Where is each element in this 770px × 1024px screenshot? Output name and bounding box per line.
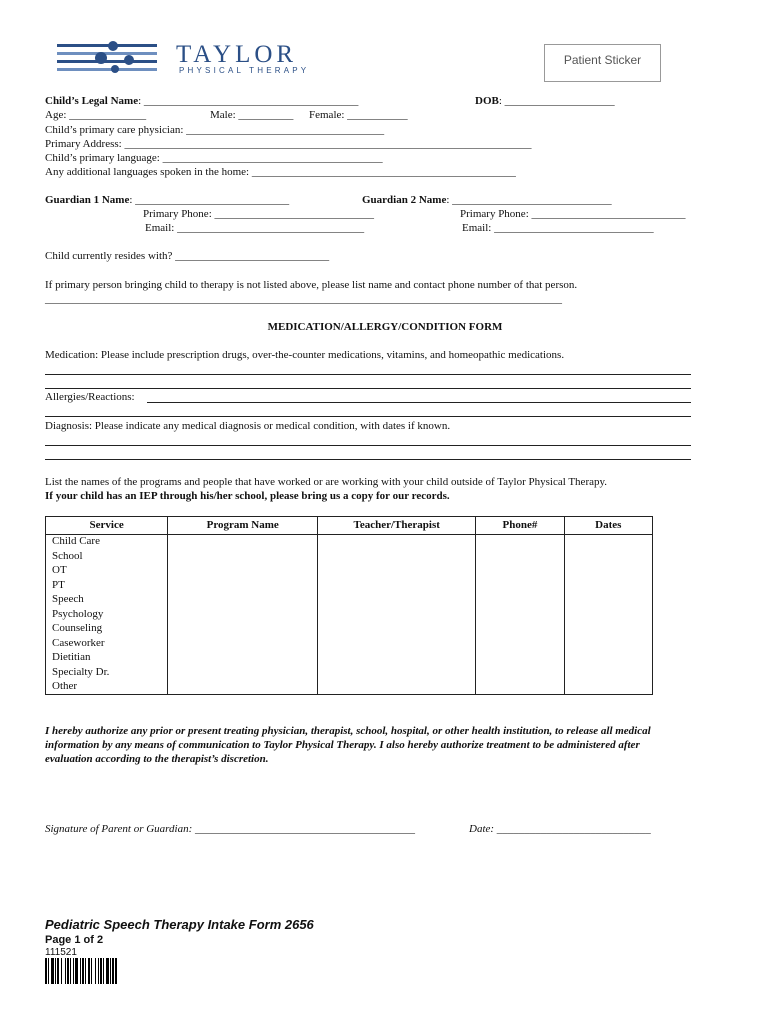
programs-intro: List the names of the programs and people that have worked or are working with your child outside of Taylor Physical Therapy. — [45, 476, 608, 488]
service-cell: OT — [46, 564, 168, 579]
child-legal-name-row[interactable] — [45, 95, 358, 107]
patient-sticker-box: Patient Sticker — [544, 44, 661, 82]
resides-with-field[interactable]: Child currently resides with? ____________________________ — [45, 250, 330, 262]
teacher-therapist-cell[interactable] — [318, 578, 476, 593]
service-cell: Caseworker — [46, 636, 168, 651]
header-program-name: Program Name — [168, 517, 318, 535]
authorization-line-2: information by any means of communication to Taylor Physical Therapy. I also hereby authorize treatment to be administered after — [45, 739, 640, 751]
guardian2-name-blank[interactable]: : _____________________________ — [446, 194, 612, 206]
primary-person-blank[interactable]: ______________________________________________________________________________________________ — [45, 293, 562, 305]
table-row — [46, 607, 653, 622]
child-legal-name-blank[interactable]: : _______________________________________ — [138, 95, 359, 107]
primary-person-instruction: If primary person bringing child to therapy is not listed above, please list name and contact phone number of that person. — [45, 279, 578, 291]
teacher-therapist-cell[interactable] — [318, 680, 476, 695]
dates-cell[interactable] — [564, 607, 652, 622]
male-field[interactable]: Male: __________ — [210, 109, 294, 121]
teacher-therapist-cell[interactable] — [318, 607, 476, 622]
phone-cell[interactable] — [476, 578, 564, 593]
additional-languages-field[interactable]: Any additional languages spoken in the home: ________________________________________________ — [45, 166, 516, 178]
guardian1-phone-field[interactable]: Primary Phone: _____________________________ — [143, 208, 374, 220]
service-cell: Counseling — [46, 622, 168, 637]
teacher-therapist-cell[interactable] — [318, 564, 476, 579]
teacher-therapist-cell[interactable] — [318, 636, 476, 651]
phone-cell[interactable] — [476, 636, 564, 651]
guardian2-email-field[interactable]: Email: _____________________________ — [462, 222, 654, 234]
service-cell: School — [46, 549, 168, 564]
page-number: Page 1 of 2 — [45, 934, 104, 946]
dob-row[interactable] — [475, 95, 615, 107]
table-row — [46, 651, 653, 666]
guardian2-name-label: Guardian 2 Name — [362, 194, 447, 206]
service-cell: Child Care — [46, 534, 168, 549]
program-name-cell[interactable] — [168, 607, 318, 622]
phone-cell[interactable] — [476, 622, 564, 637]
dates-cell[interactable] — [564, 578, 652, 593]
logo-subtitle: PHYSICAL THERAPY — [179, 66, 310, 75]
table-row — [46, 680, 653, 695]
language-field[interactable]: Child’s primary language: ________________________________________ — [45, 152, 383, 164]
phone-cell[interactable] — [476, 607, 564, 622]
table-row — [46, 665, 653, 680]
signature-field[interactable]: Signature of Parent or Guardian: ________________________________________ — [45, 823, 416, 835]
guardian2-name-row[interactable] — [362, 194, 612, 206]
barcode-icon — [45, 958, 160, 984]
table-row — [46, 564, 653, 579]
header-service: Service — [46, 517, 168, 535]
teacher-therapist-cell[interactable] — [318, 593, 476, 608]
dob-label: DOB — [475, 95, 499, 107]
logo-name: TAYLOR — [176, 41, 298, 68]
phone-cell[interactable] — [476, 534, 564, 549]
dates-cell[interactable] — [564, 651, 652, 666]
program-name-cell[interactable] — [168, 622, 318, 637]
med-form-title: MEDICATION/ALLERGY/CONDITION FORM — [267, 321, 503, 333]
service-cell: Psychology — [46, 607, 168, 622]
service-cell: Specialty Dr. — [46, 665, 168, 680]
medication-instruction: Medication: Please include prescription drugs, over-the-counter medications, vitamins, and homeopathic medications. — [45, 349, 565, 361]
table-row — [46, 578, 653, 593]
teacher-therapist-cell[interactable] — [318, 534, 476, 549]
teacher-therapist-cell[interactable] — [318, 651, 476, 666]
address-field[interactable]: Primary Address: __________________________________________________________________________ — [45, 138, 532, 150]
allergies-line-2[interactable] — [45, 416, 691, 417]
dob-blank[interactable]: : ____________________ — [498, 95, 615, 107]
guardian1-email-field[interactable]: Email: __________________________________ — [145, 222, 365, 234]
header-dates: Dates — [564, 517, 652, 535]
phone-cell[interactable] — [476, 564, 564, 579]
table-row — [46, 593, 653, 608]
diagnosis-line-2[interactable] — [45, 459, 691, 460]
phone-cell[interactable] — [476, 651, 564, 666]
dates-cell[interactable] — [564, 549, 652, 564]
teacher-therapist-cell[interactable] — [318, 622, 476, 637]
dates-cell[interactable] — [564, 636, 652, 651]
iep-note: If your child has an IEP through his/her school, please bring us a copy for our records. — [45, 490, 450, 502]
signature-date-field[interactable]: Date: ____________________________ — [469, 823, 651, 835]
program-name-cell[interactable] — [168, 651, 318, 666]
table-row — [46, 549, 653, 564]
services-table — [45, 516, 653, 695]
service-cell: Dietitian — [46, 651, 168, 666]
allergies-line-1[interactable] — [147, 402, 691, 403]
table-row — [46, 622, 653, 637]
teacher-therapist-cell[interactable] — [318, 665, 476, 680]
program-name-cell[interactable] — [168, 636, 318, 651]
header-phone: Phone# — [476, 517, 564, 535]
program-name-cell[interactable] — [168, 534, 318, 549]
dates-cell[interactable] — [564, 680, 652, 695]
guardian1-name-row[interactable] — [45, 194, 289, 206]
dates-cell[interactable] — [564, 665, 652, 680]
program-name-cell[interactable] — [168, 578, 318, 593]
guardian1-name-blank[interactable]: : ____________________________ — [129, 194, 290, 206]
dates-cell[interactable] — [564, 534, 652, 549]
teacher-therapist-cell[interactable] — [318, 549, 476, 564]
phone-cell[interactable] — [476, 665, 564, 680]
services-table-header — [46, 517, 653, 535]
guardian1-name-label: Guardian 1 Name — [45, 194, 130, 206]
service-cell: Other — [46, 680, 168, 695]
program-name-cell[interactable] — [168, 665, 318, 680]
program-name-cell[interactable] — [168, 564, 318, 579]
authorization-line-1: I hereby authorize any prior or present treating physician, therapist, school, hospital, or other health institution, to release all medical — [45, 725, 651, 737]
age-field[interactable]: Age: ______________ — [45, 109, 147, 121]
child-legal-name-label: Child’s Legal Name — [45, 95, 139, 107]
form-code: 111521 — [45, 947, 77, 958]
female-field[interactable]: Female: ___________ — [309, 109, 408, 121]
program-name-cell[interactable] — [168, 680, 318, 695]
medication-line-1[interactable] — [45, 374, 691, 375]
diagnosis-instruction: Diagnosis: Please indicate any medical diagnosis or medical condition, with dates if known. — [45, 420, 451, 432]
form-title: Pediatric Speech Therapy Intake Form 2656 — [45, 917, 314, 932]
medication-line-2[interactable] — [45, 388, 691, 389]
program-name-cell[interactable] — [168, 593, 318, 608]
service-cell: Speech — [46, 593, 168, 608]
header-teacher-therapist: Teacher/Therapist — [318, 517, 476, 535]
physician-field[interactable]: Child’s primary care physician: ____________________________________ — [45, 124, 385, 136]
dates-cell[interactable] — [564, 564, 652, 579]
phone-cell[interactable] — [476, 593, 564, 608]
program-name-cell[interactable] — [168, 549, 318, 564]
table-row — [46, 636, 653, 651]
service-cell: PT — [46, 578, 168, 593]
dates-cell[interactable] — [564, 622, 652, 637]
guardian2-phone-field[interactable]: Primary Phone: ____________________________ — [460, 208, 686, 220]
dates-cell[interactable] — [564, 593, 652, 608]
table-row — [46, 534, 653, 549]
diagnosis-line-1[interactable] — [45, 445, 691, 446]
authorization-line-3: evaluation according to the therapist’s discretion. — [45, 753, 269, 765]
phone-cell[interactable] — [476, 549, 564, 564]
allergies-label: Allergies/Reactions: — [45, 391, 135, 403]
phone-cell[interactable] — [476, 680, 564, 695]
